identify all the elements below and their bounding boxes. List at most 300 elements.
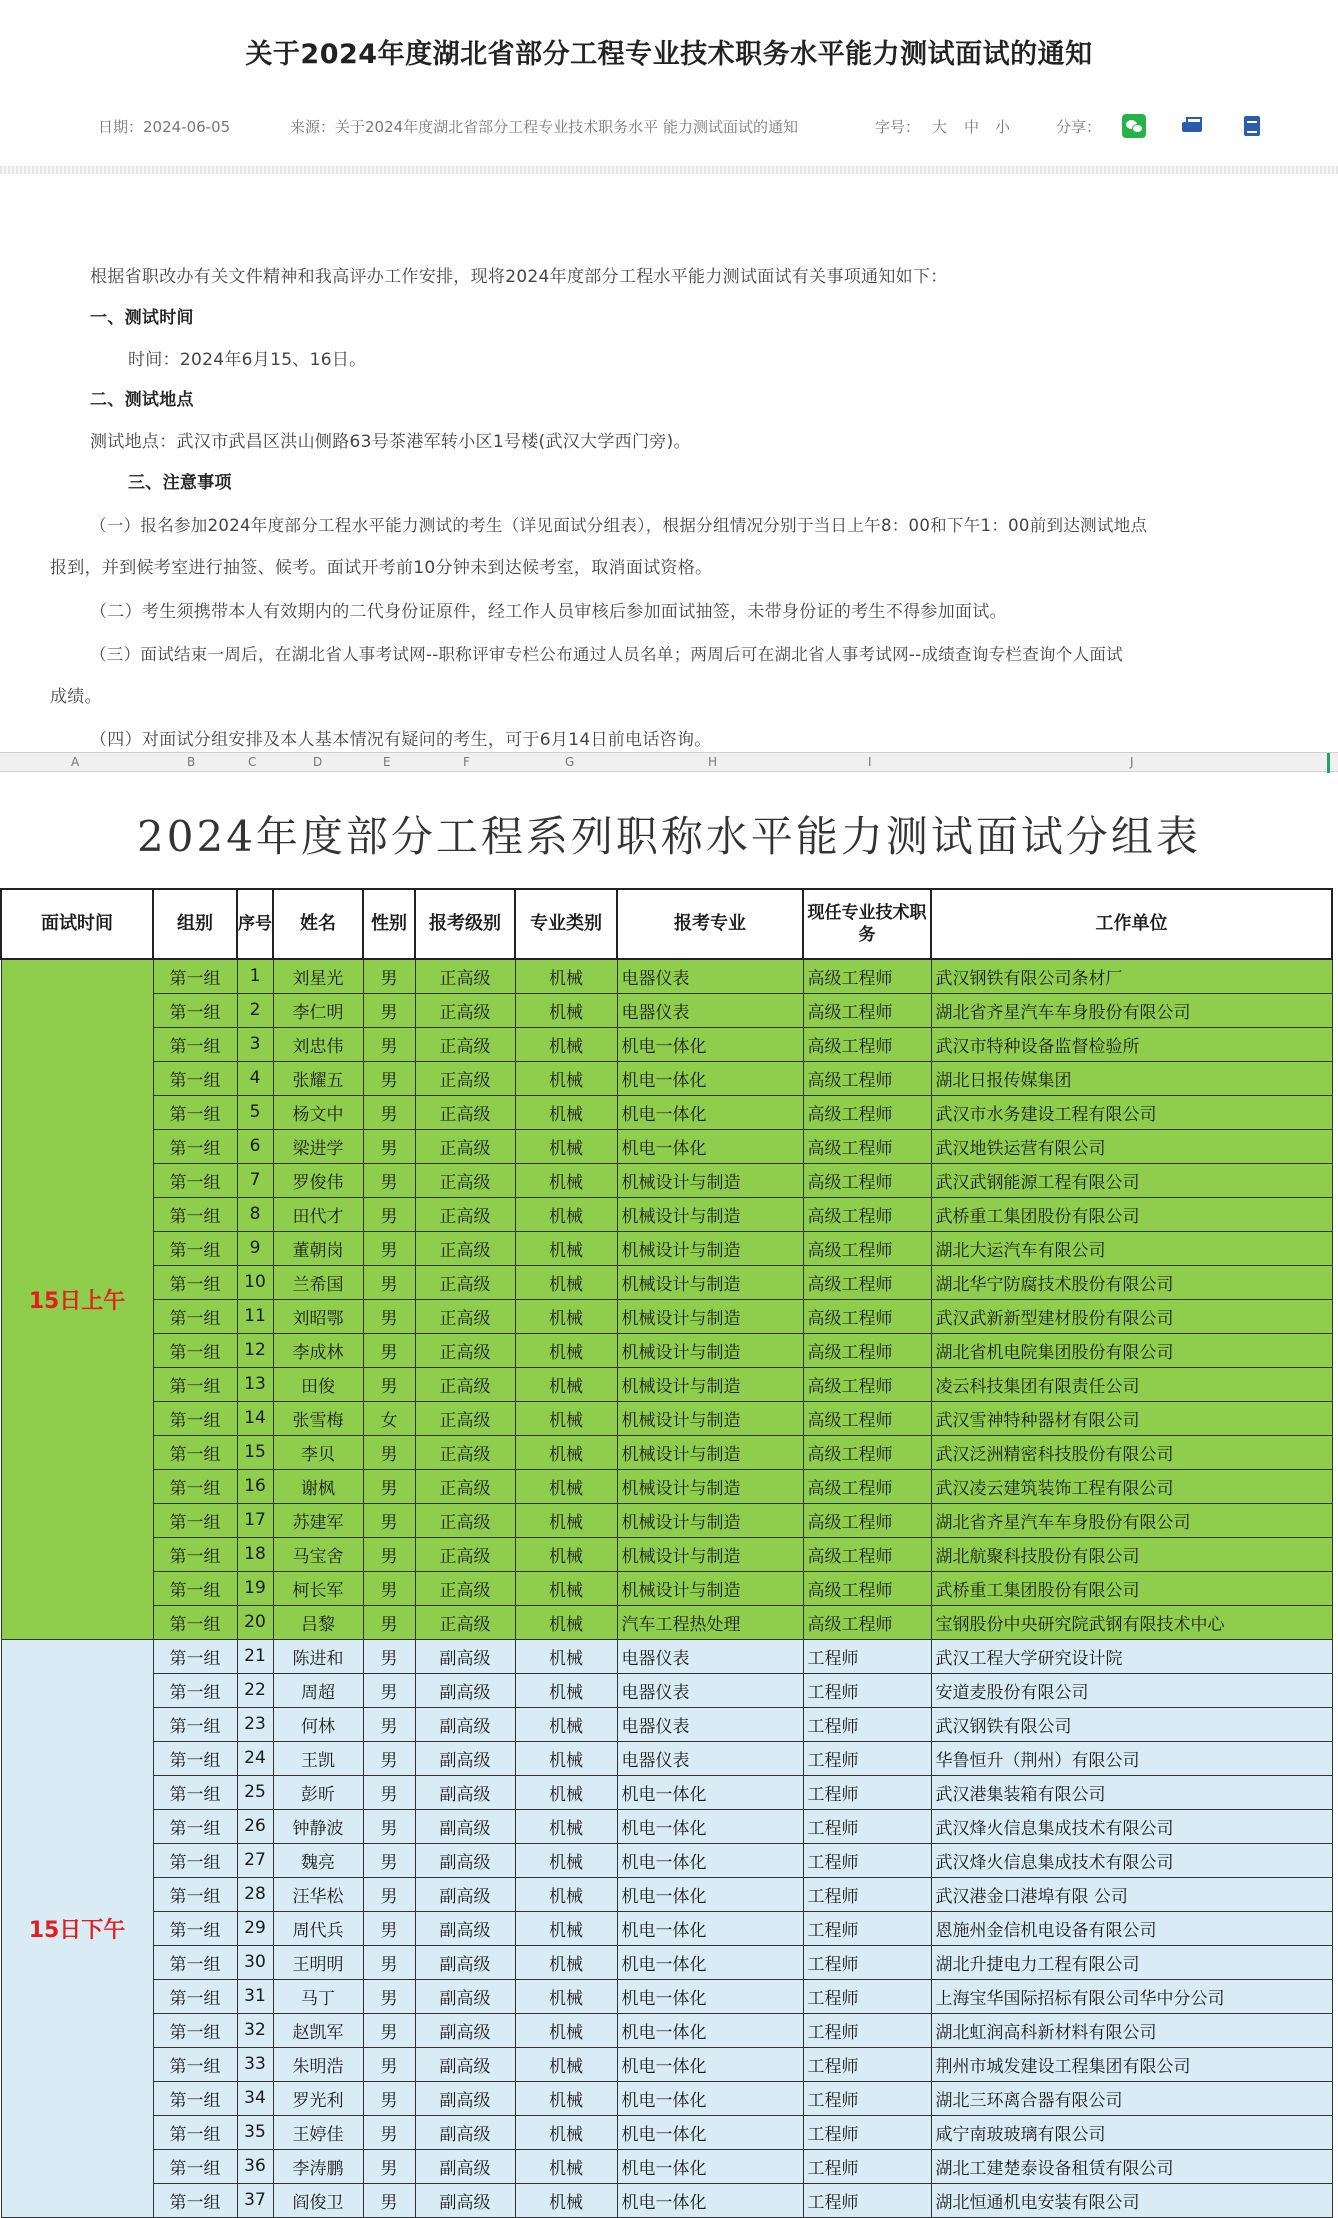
table-cell: 男 (363, 1775, 415, 1809)
table-cell: 机电一体化 (617, 1979, 803, 2013)
table-header-row (1, 889, 1332, 959)
header-cell: 专业类别 (515, 889, 617, 959)
header-cell: 组别 (153, 889, 237, 959)
table-row (1, 1163, 1332, 1197)
table-row (1, 1639, 1332, 1673)
table-cell: 机械 (515, 1571, 617, 1605)
table-row (1, 2149, 1332, 2183)
table-cell: 机械设计与制造 (617, 1401, 803, 1435)
table-cell: 机械 (515, 1163, 617, 1197)
note-4: （四）对面试分组安排及本人基本情况有疑问的考生，可于6月14日前电话咨询。 (90, 730, 712, 750)
col-header: B (187, 755, 196, 769)
table-cell: 男 (363, 1095, 415, 1129)
table-cell: 24 (237, 1741, 273, 1775)
table-cell: 机电一体化 (617, 1877, 803, 1911)
table-row (1, 1027, 1332, 1061)
table-row (1, 1231, 1332, 1265)
table-cell: 电器仪表 (617, 959, 803, 993)
table-cell: 3 (237, 1027, 273, 1061)
table-cell: 工程师 (803, 1945, 931, 1979)
table-cell: 高级工程师 (803, 993, 931, 1027)
table-cell: 电器仪表 (617, 993, 803, 1027)
table-cell: 25 (237, 1775, 273, 1809)
table-cell: 36 (237, 2149, 273, 2183)
table-cell: 湖北工建楚泰设备租赁有限公司 (931, 2149, 1332, 2183)
table-cell: 男 (363, 2183, 415, 2217)
table-cell: 正高级 (415, 1537, 515, 1571)
table-row (1, 2115, 1332, 2149)
table-cell: 第一组 (153, 1367, 237, 1401)
interview-group-table (0, 888, 1333, 2218)
table-cell: 机械 (515, 1911, 617, 1945)
table-cell: 刘星光 (273, 959, 363, 993)
table-cell: 男 (363, 1197, 415, 1231)
table-cell: 周代兵 (273, 1911, 363, 1945)
table-cell: 电器仪表 (617, 1741, 803, 1775)
table-cell: 李涛鹏 (273, 2149, 363, 2183)
table-cell: 第一组 (153, 1061, 237, 1095)
table-cell: 副高级 (415, 1843, 515, 1877)
table-cell: 汽车工程热处理 (617, 1605, 803, 1639)
table-cell: 刘忠伟 (273, 1027, 363, 1061)
table-cell: 机械 (515, 1197, 617, 1231)
table-cell: 副高级 (415, 2013, 515, 2047)
table-cell: 机电一体化 (617, 1027, 803, 1061)
table-cell: 机械设计与制造 (617, 1231, 803, 1265)
table-cell: 副高级 (415, 1945, 515, 1979)
table-cell: 武汉烽火信息集成技术有限公司 (931, 1809, 1332, 1843)
table-cell: 男 (363, 1435, 415, 1469)
table-cell: 湖北恒通机电安装有限公司 (931, 2183, 1332, 2217)
table-cell: 高级工程师 (803, 1401, 931, 1435)
table-cell: 男 (363, 2047, 415, 2081)
table-cell: 湖北三环离合器有限公司 (931, 2081, 1332, 2115)
table-cell: 正高级 (415, 1129, 515, 1163)
table-cell: 第一组 (153, 1809, 237, 1843)
table-cell: 高级工程师 (803, 1027, 931, 1061)
table-cell: 第一组 (153, 1197, 237, 1231)
table-cell: 男 (363, 1469, 415, 1503)
table-cell: 武汉市水务建设工程有限公司 (931, 1095, 1332, 1129)
table-cell: 梁进学 (273, 1129, 363, 1163)
table-row (1, 1435, 1332, 1469)
interview-time-cell: 15日下午 (1, 1639, 153, 2217)
table-cell: 男 (363, 1707, 415, 1741)
table-cell: 8 (237, 1197, 273, 1231)
table-cell: 机电一体化 (617, 2149, 803, 2183)
table-cell: 李成林 (273, 1333, 363, 1367)
print-icon[interactable] (1180, 114, 1204, 138)
table-cell: 副高级 (415, 1911, 515, 1945)
table-cell: 第一组 (153, 1979, 237, 2013)
table-cell: 机械设计与制造 (617, 1469, 803, 1503)
page-title: 关于2024年度湖北省部分工程专业技术职务水平能力测试面试的通知 (245, 39, 1093, 70)
table-row (1, 959, 1332, 993)
table-row (1, 1197, 1332, 1231)
table-cell: 恩施州金信机电设备有限公司 (931, 1911, 1332, 1945)
table-cell: 机械 (515, 2081, 617, 2115)
table-cell: 柯长军 (273, 1571, 363, 1605)
table-cell: 男 (363, 1061, 415, 1095)
header-cell: 面试时间 (1, 889, 153, 959)
table-cell: 第一组 (153, 2081, 237, 2115)
table-cell: 14 (237, 1401, 273, 1435)
table-cell: 机械 (515, 1877, 617, 1911)
table-cell: 4 (237, 1061, 273, 1095)
table-cell: 副高级 (415, 2047, 515, 2081)
table-cell: 高级工程师 (803, 1061, 931, 1095)
table-cell: 高级工程师 (803, 1129, 931, 1163)
table-cell: 机械 (515, 1945, 617, 1979)
table-cell: 男 (363, 1877, 415, 1911)
table-cell: 高级工程师 (803, 1367, 931, 1401)
table-cell: 第一组 (153, 1163, 237, 1197)
table-cell: 苏建军 (273, 1503, 363, 1537)
table-cell: 男 (363, 1265, 415, 1299)
table-cell: 29 (237, 1911, 273, 1945)
table-cell: 机械 (515, 1503, 617, 1537)
table-cell: 11 (237, 1299, 273, 1333)
table-cell: 副高级 (415, 1673, 515, 1707)
table-cell: 工程师 (803, 1843, 931, 1877)
table-cell: 湖北大运汽车有限公司 (931, 1231, 1332, 1265)
table-cell: 男 (363, 2149, 415, 2183)
table-cell: 机械 (515, 1333, 617, 1367)
header-cell: 报考级别 (415, 889, 515, 959)
table-cell: 副高级 (415, 2149, 515, 2183)
table-row (1, 1299, 1332, 1333)
table-cell: 正高级 (415, 1197, 515, 1231)
table-cell: 高级工程师 (803, 1265, 931, 1299)
table-cell: 副高级 (415, 2115, 515, 2149)
table-cell: 1 (237, 959, 273, 993)
table-cell: 机械 (515, 993, 617, 1027)
table-cell: 机械设计与制造 (617, 1163, 803, 1197)
table-cell: 23 (237, 1707, 273, 1741)
table-cell: 机电一体化 (617, 1809, 803, 1843)
table-cell: 吕黎 (273, 1605, 363, 1639)
table-cell: 正高级 (415, 1061, 515, 1095)
publish-date: 日期：2024-06-05 (98, 118, 231, 136)
table-cell: 男 (363, 1741, 415, 1775)
table-cell: 机械 (515, 1537, 617, 1571)
table-cell: 男 (363, 1333, 415, 1367)
table-cell: 第一组 (153, 2013, 237, 2047)
table-cell: 男 (363, 959, 415, 993)
table-cell: 男 (363, 1979, 415, 2013)
table-cell: 机电一体化 (617, 1129, 803, 1163)
table-cell: 高级工程师 (803, 1503, 931, 1537)
table-cell: 正高级 (415, 1367, 515, 1401)
table-cell: 湖北航聚科技股份有限公司 (931, 1537, 1332, 1571)
table-cell: 机械设计与制造 (617, 1333, 803, 1367)
table-cell: 男 (363, 2081, 415, 2115)
table-cell: 机械设计与制造 (617, 1265, 803, 1299)
table-cell: 正高级 (415, 1265, 515, 1299)
table-cell: 17 (237, 1503, 273, 1537)
table-cell: 电器仪表 (617, 1707, 803, 1741)
header-cell: 工作单位 (931, 889, 1332, 959)
table-cell: 机电一体化 (617, 2047, 803, 2081)
table-cell: 谢枫 (273, 1469, 363, 1503)
table-cell: 机电一体化 (617, 2013, 803, 2047)
table-cell: 男 (363, 1503, 415, 1537)
table-cell: 工程师 (803, 2149, 931, 2183)
table-cell: 周超 (273, 1673, 363, 1707)
table-cell: 机械 (515, 1843, 617, 1877)
table-cell: 湖北日报传媒集团 (931, 1061, 1332, 1095)
table-cell: 机械设计与制造 (617, 1367, 803, 1401)
table-cell: 正高级 (415, 1095, 515, 1129)
table-cell: 男 (363, 1537, 415, 1571)
table-cell: 2 (237, 993, 273, 1027)
table-cell: 李仁明 (273, 993, 363, 1027)
table-cell: 武汉港金口港埠有限 公司 (931, 1877, 1332, 1911)
table-cell: 22 (237, 1673, 273, 1707)
table-cell: 第一组 (153, 1129, 237, 1163)
table-cell: 第一组 (153, 959, 237, 993)
table-cell: 湖北省齐星汽车车身股份有限公司 (931, 993, 1332, 1027)
table-cell: 武汉工程大学研究设计院 (931, 1639, 1332, 1673)
table-row (1, 1333, 1332, 1367)
section-heading-time: 一、测试时间 (90, 308, 194, 328)
table-cell: 高级工程师 (803, 1095, 931, 1129)
table-cell: 机电一体化 (617, 1061, 803, 1095)
table-cell: 高级工程师 (803, 1163, 931, 1197)
table-cell: 机械 (515, 959, 617, 993)
table-cell: 工程师 (803, 1707, 931, 1741)
table-cell: 第一组 (153, 1945, 237, 1979)
table-cell: 武汉钢铁有限公司 (931, 1707, 1332, 1741)
table-cell: 彭昕 (273, 1775, 363, 1809)
sheet-title: 2024年度部分工程系列职称水平能力测试面试分组表 (137, 812, 1201, 861)
table-cell: 女 (363, 1401, 415, 1435)
share-label: 分享： (1056, 118, 1102, 136)
table-row (1, 1877, 1332, 1911)
table-cell: 武汉泛洲精密科技股份有限公司 (931, 1435, 1332, 1469)
table-cell: 宝钢股份中央研究院武钢有限技术中心 (931, 1605, 1332, 1639)
table-row (1, 1129, 1332, 1163)
table-cell: 工程师 (803, 1673, 931, 1707)
table-cell: 高级工程师 (803, 1435, 931, 1469)
table-cell: 湖北省机电院集团股份有限公司 (931, 1333, 1332, 1367)
table-cell: 第一组 (153, 1231, 237, 1265)
header-cell: 姓名 (273, 889, 363, 959)
document-icon[interactable] (1240, 114, 1264, 138)
table-cell: 高级工程师 (803, 1605, 931, 1639)
table-cell: 机械 (515, 2115, 617, 2149)
table-cell: 高级工程师 (803, 1571, 931, 1605)
table-row (1, 1469, 1332, 1503)
col-header: G (565, 755, 575, 769)
table-cell: 武汉市特种设备监督检验所 (931, 1027, 1332, 1061)
table-cell: 机械 (515, 1469, 617, 1503)
wechat-share-icon[interactable] (1122, 114, 1146, 138)
table-row (1, 2013, 1332, 2047)
table-cell: 兰希国 (273, 1265, 363, 1299)
table-cell: 田代才 (273, 1197, 363, 1231)
table-cell: 正高级 (415, 1435, 515, 1469)
intro-paragraph: 根据省职改办有关文件精神和我高评办工作安排，现将2024年度部分工程水平能力测试面试有关事项通知如下： (90, 267, 948, 287)
table-cell: 马宝舍 (273, 1537, 363, 1571)
table-cell: 男 (363, 1673, 415, 1707)
table-cell: 机械 (515, 2183, 617, 2217)
table-cell: 武汉地铁运营有限公司 (931, 1129, 1332, 1163)
table-cell: 正高级 (415, 959, 515, 993)
table-cell: 10 (237, 1265, 273, 1299)
table-cell: 第一组 (153, 1639, 237, 1673)
header-cell: 性别 (363, 889, 415, 959)
table-cell: 机械 (515, 2047, 617, 2081)
table-cell: 机械 (515, 1809, 617, 1843)
table-cell: 赵凯军 (273, 2013, 363, 2047)
table-cell: 武汉武新新型建材股份有限公司 (931, 1299, 1332, 1333)
note-1-line-1: （一）报名参加2024年度部分工程水平能力测试的考生（详见面试分组表），根据分组情况分别于当日上午8：00和下午1：00前到达测试地点 (90, 516, 1148, 535)
table-cell: 正高级 (415, 993, 515, 1027)
table-cell: 第一组 (153, 1741, 237, 1775)
table-cell: 副高级 (415, 1639, 515, 1673)
table-cell: 正高级 (415, 1333, 515, 1367)
table-cell: 28 (237, 1877, 273, 1911)
table-cell: 男 (363, 1027, 415, 1061)
table-cell: 电器仪表 (617, 1639, 803, 1673)
font-size-large-button[interactable]: 大 (932, 118, 948, 136)
table-cell: 武桥重工集团股份有限公司 (931, 1571, 1332, 1605)
table-cell: 第一组 (153, 2149, 237, 2183)
table-cell: 工程师 (803, 1809, 931, 1843)
test-place: 测试地点：武汉市武昌区洪山侧路63号茶港军转小区1号楼(武汉大学西门旁)。 (90, 432, 691, 452)
table-row (1, 1775, 1332, 1809)
header-cell: 序号 (237, 889, 273, 959)
table-cell: 机械 (515, 1129, 617, 1163)
table-row (1, 1673, 1332, 1707)
font-size-label: 字号： (875, 118, 921, 136)
table-cell: 第一组 (153, 993, 237, 1027)
table-cell: 武桥重工集团股份有限公司 (931, 1197, 1332, 1231)
table-cell: 机电一体化 (617, 2183, 803, 2217)
header-divider (0, 166, 1338, 174)
table-cell: 男 (363, 1163, 415, 1197)
table-row (1, 1537, 1332, 1571)
table-row (1, 1367, 1332, 1401)
note-2: （二）考生须携带本人有效期内的二代身份证原件，经工作人员审核后参加面试抽签，未带身份证的考生不得参加面试。 (90, 602, 1007, 622)
table-cell: 第一组 (153, 1571, 237, 1605)
table-cell: 7 (237, 1163, 273, 1197)
table-row (1, 1265, 1332, 1299)
font-size-medium-button[interactable]: 中 (964, 118, 980, 136)
table-cell: 武汉港集装箱有限公司 (931, 1775, 1332, 1809)
table-cell: 第一组 (153, 1333, 237, 1367)
table-cell: 工程师 (803, 2183, 931, 2217)
table-cell: 机械 (515, 1231, 617, 1265)
table-row (1, 1571, 1332, 1605)
table-cell: 机械设计与制造 (617, 1503, 803, 1537)
table-cell: 5 (237, 1095, 273, 1129)
table-cell: 高级工程师 (803, 959, 931, 993)
table-cell: 男 (363, 2013, 415, 2047)
table-cell: 机械设计与制造 (617, 1435, 803, 1469)
table-row (1, 1945, 1332, 1979)
table-cell: 机械 (515, 1605, 617, 1639)
note-3-line-1: （三）面试结束一周后，在湖北省人事考试网--职称评审专栏公布通过人员名单；两周后可在湖北省人事考试网--成绩查询专栏查询个人面试 (90, 645, 1124, 664)
table-cell: 机械 (515, 1639, 617, 1673)
table-cell: 男 (363, 1129, 415, 1163)
table-cell: 陈进和 (273, 1639, 363, 1673)
table-row (1, 1911, 1332, 1945)
table-cell: 副高级 (415, 1877, 515, 1911)
section-heading-notes: 三、注意事项 (128, 473, 232, 493)
table-cell: 男 (363, 1639, 415, 1673)
table-cell: 副高级 (415, 2183, 515, 2217)
table-row (1, 1707, 1332, 1741)
table-cell: 机械 (515, 1061, 617, 1095)
table-cell: 武汉武钢能源工程有限公司 (931, 1163, 1332, 1197)
table-cell: 20 (237, 1605, 273, 1639)
table-cell: 正高级 (415, 1503, 515, 1537)
table-cell: 马丁 (273, 1979, 363, 2013)
table-cell: 工程师 (803, 1979, 931, 2013)
table-cell: 安道麦股份有限公司 (931, 1673, 1332, 1707)
table-cell: 荆州市城发建设工程集团有限公司 (931, 2047, 1332, 2081)
table-cell: 机电一体化 (617, 2081, 803, 2115)
table-cell: 第一组 (153, 1537, 237, 1571)
table-cell: 朱明浩 (273, 2047, 363, 2081)
table-cell: 第一组 (153, 1265, 237, 1299)
table-cell: 34 (237, 2081, 273, 2115)
table-cell: 第一组 (153, 2047, 237, 2081)
table-cell: 董朝岗 (273, 1231, 363, 1265)
table-cell: 工程师 (803, 1639, 931, 1673)
table-cell: 男 (363, 1945, 415, 1979)
font-size-small-button[interactable]: 小 (995, 118, 1011, 136)
table-cell: 机电一体化 (617, 1095, 803, 1129)
table-cell: 第一组 (153, 1877, 237, 1911)
table-cell: 高级工程师 (803, 1469, 931, 1503)
table-cell: 男 (363, 1367, 415, 1401)
table-cell: 华鲁恒升（荆州）有限公司 (931, 1741, 1332, 1775)
table-cell: 凌云科技集团有限责任公司 (931, 1367, 1332, 1401)
table-cell: 正高级 (415, 1605, 515, 1639)
table-cell: 湖北虹润高科新材料有限公司 (931, 2013, 1332, 2047)
table-cell: 湖北华宁防腐技术股份有限公司 (931, 1265, 1332, 1299)
table-cell: 副高级 (415, 2081, 515, 2115)
table-cell: 汪华松 (273, 1877, 363, 1911)
table-cell: 男 (363, 2115, 415, 2149)
table-cell: 37 (237, 2183, 273, 2217)
table-cell: 工程师 (803, 1741, 931, 1775)
table-row (1, 1809, 1332, 1843)
table-cell: 12 (237, 1333, 273, 1367)
table-row (1, 1605, 1332, 1639)
table-cell: 高级工程师 (803, 1537, 931, 1571)
table-cell: 机电一体化 (617, 1775, 803, 1809)
table-cell: 工程师 (803, 1877, 931, 1911)
col-header: J (1130, 755, 1134, 769)
table-cell: 9 (237, 1231, 273, 1265)
col-header: H (708, 755, 718, 769)
table-row (1, 1095, 1332, 1129)
table-cell: 正高级 (415, 1163, 515, 1197)
table-cell: 高级工程师 (803, 1231, 931, 1265)
test-time: 时间：2024年6月15、16日。 (128, 350, 367, 370)
table-cell: 王婷佳 (273, 2115, 363, 2149)
table-cell: 张雪梅 (273, 1401, 363, 1435)
table-cell: 机械 (515, 2013, 617, 2047)
table-cell: 正高级 (415, 1469, 515, 1503)
table-cell: 第一组 (153, 1707, 237, 1741)
table-cell: 男 (363, 993, 415, 1027)
table-cell: 男 (363, 1571, 415, 1605)
